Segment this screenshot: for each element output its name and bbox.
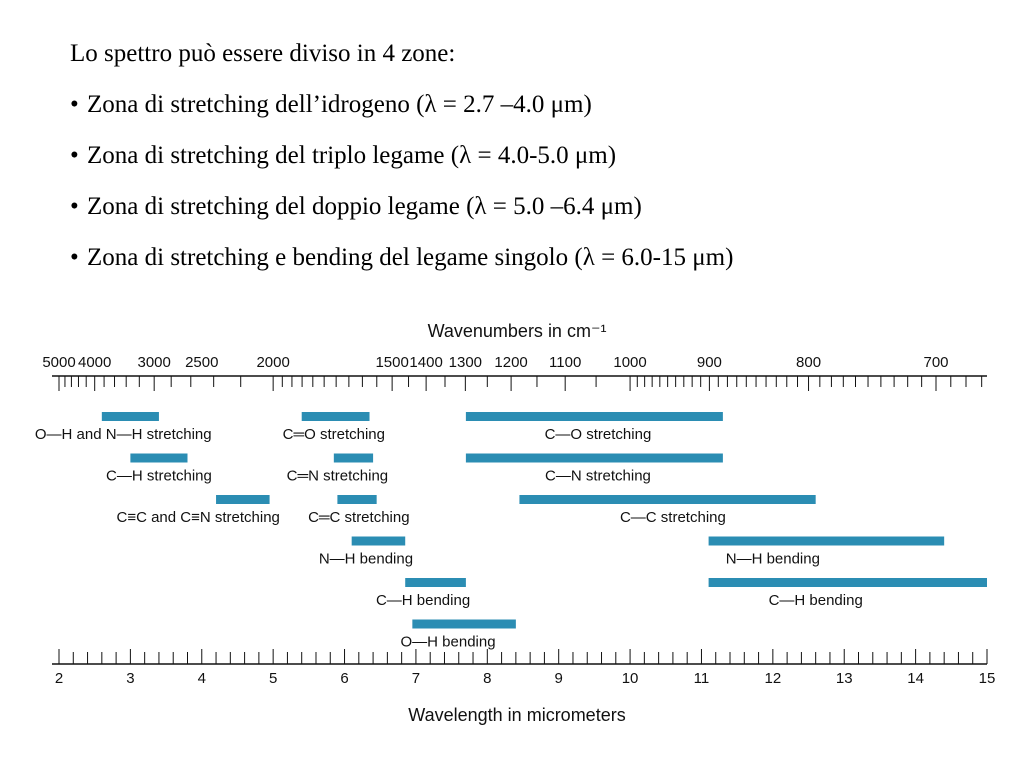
wavenumber-label: 2000: [256, 354, 290, 371]
band-label: C—H bending: [375, 592, 471, 609]
wavelength-label: 10: [621, 670, 639, 687]
bullet: •: [70, 244, 79, 271]
band-triple-bond-stretching: [116, 495, 279, 526]
band-cn-single-stretching: [466, 454, 723, 485]
band-bar: [466, 412, 723, 421]
wavenumber-label: 4000: [78, 354, 112, 371]
wavenumber-label: 1000: [613, 354, 647, 371]
wavenumber-label: 3000: [137, 354, 171, 371]
bullet: •: [70, 193, 79, 220]
wavelength-label: 7: [411, 670, 421, 687]
band-label: C—C stretching: [619, 509, 726, 526]
band-label: N—H bending: [725, 550, 820, 568]
band-ch-bending-long: [709, 578, 987, 609]
zone-text: Zona di stretching del triplo legame (λ = 4.0-5.0 μm): [87, 142, 617, 169]
bullet: •: [70, 142, 79, 169]
wavelength-label: 11: [693, 670, 710, 687]
zone-text: Zona di stretching dell’idrogeno (λ = 2.7 –4.0 μm): [87, 91, 592, 118]
band-bar: [405, 578, 466, 587]
wavelength-label: 12: [764, 670, 782, 687]
band-bar: [352, 537, 406, 546]
band-label: C—N stretching: [545, 467, 651, 485]
wavelength-label: 14: [907, 670, 924, 687]
wavenumber-label: 1200: [494, 354, 528, 371]
wavenumber-label: 5000: [42, 354, 76, 371]
wavenumber-label: 1400: [409, 354, 443, 371]
wavelength-label: 5: [268, 670, 278, 687]
bottom-axis-ticks: [59, 649, 987, 664]
band-cn-double-stretching: [287, 454, 389, 485]
band-bar: [302, 412, 370, 421]
band-nh-bending-short: [319, 537, 413, 568]
wavenumber-label: 700: [923, 354, 949, 371]
wavelength-label: 6: [340, 670, 349, 687]
band-bar: [519, 495, 815, 504]
band-label: N—H bending: [318, 550, 414, 568]
top-axis-title: Wavenumbers in cm⁻¹: [427, 321, 607, 341]
wavelength-label: 3: [126, 670, 135, 687]
wavenumber-label: 1100: [549, 354, 582, 371]
zone-text: Zona di stretching e bending del legame singolo (λ = 6.0-15 μm): [87, 244, 734, 271]
band-label: C—H stretching: [106, 467, 212, 485]
band-oh-bending: [401, 620, 516, 651]
wavelength-label: 8: [483, 670, 492, 687]
zone-text: Zona di stretching del doppio legame (λ = 5.0 –6.4 μm): [87, 193, 642, 220]
wavenumber-label: 1500: [375, 354, 409, 371]
band-ch-stretching: [106, 454, 212, 485]
wavenumber-label: 1300: [448, 354, 483, 371]
band-label: O—H bending: [400, 633, 496, 651]
band-bar: [102, 412, 159, 421]
band-co-double-stretching: [283, 412, 385, 443]
wavelength-label: 4: [197, 670, 206, 687]
wavenumber-label: 900: [696, 354, 722, 371]
wavelength-label: 2: [54, 670, 64, 687]
wavenumber-label: 2500: [185, 354, 219, 371]
band-oh-nh-stretching: [35, 412, 212, 443]
wavelength-label: 9: [554, 670, 563, 687]
wavelength-label: 13: [835, 670, 853, 687]
band-ch-bending-short: [376, 578, 470, 609]
band-bar: [130, 454, 187, 463]
band-bar: [709, 537, 945, 546]
absorption-bands: [35, 412, 987, 651]
bottom-axis-title: Wavelength in micrometers: [408, 705, 626, 725]
band-bar: [216, 495, 270, 504]
band-bar: [337, 495, 376, 504]
band-cc-double-stretching: [308, 495, 410, 526]
band-label: C—H bending: [768, 592, 863, 609]
band-nh-bending-long: [709, 537, 945, 568]
intro-text: Lo spettro può essere diviso in 4 zone:: [70, 40, 456, 67]
bottom-axis-labels: [55, 670, 996, 687]
top-axis-labels: [42, 354, 948, 371]
band-bar: [466, 454, 723, 463]
wavenumber-label: 800: [796, 354, 822, 371]
top-axis-ticks: [59, 376, 982, 391]
band-bar: [412, 620, 516, 629]
band-co-single-stretching: [466, 412, 723, 443]
band-label: C═C stretching: [308, 509, 410, 526]
band-label: C═O stretching: [282, 426, 385, 443]
band-bar: [709, 578, 987, 587]
wavelength-label: 15: [978, 670, 996, 687]
band-label: C═N stretching: [286, 467, 389, 485]
band-bar: [334, 454, 373, 463]
band-label: O—H and N—H stretching: [34, 426, 212, 443]
band-cc-single-stretching: [519, 495, 815, 526]
band-label: C≡C and C≡N stretching: [116, 509, 280, 526]
band-label: C—O stretching: [544, 426, 652, 443]
bullet: •: [70, 91, 79, 118]
